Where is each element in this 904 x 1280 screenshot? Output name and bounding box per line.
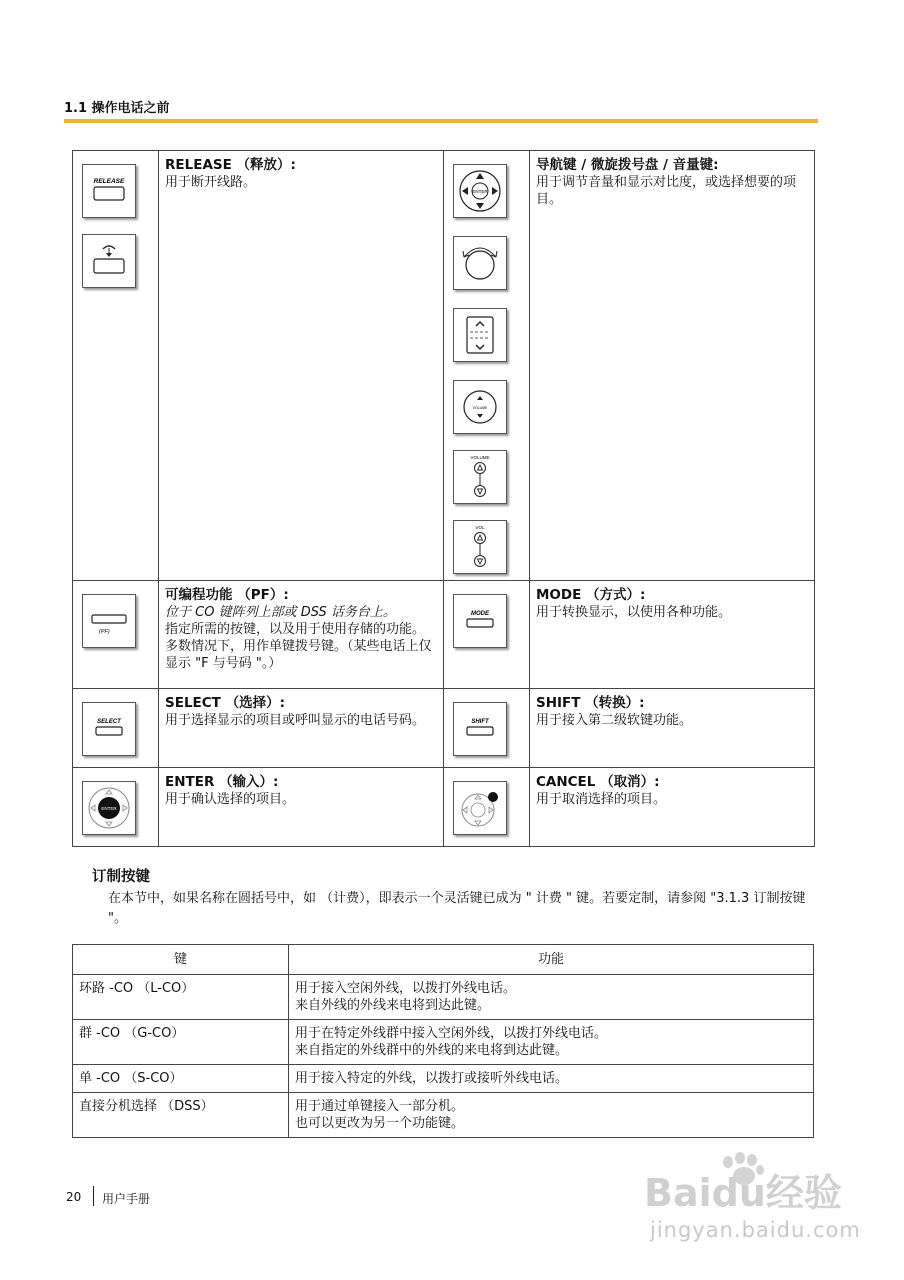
table-row <box>73 1093 814 1138</box>
select-text-cell <box>159 689 444 768</box>
cancel-text-cell <box>530 768 815 847</box>
table-header-row <box>73 945 814 975</box>
shift-text-cell <box>530 689 815 768</box>
svg-text:Baidu经验: Baidu经验 <box>644 1171 842 1215</box>
select-name: SELECT （选择）: <box>165 695 285 711</box>
pf-text-cell <box>159 581 444 689</box>
pf-note: 位于 CO 键阵列上部或 DSS 话务台上。 <box>165 605 396 620</box>
row-function: 用于接入空闲外线，以拨打外线电话。 来自外线的外线来电将到达此键。 <box>289 975 814 1020</box>
enter-key-icon <box>82 781 136 835</box>
table-row <box>73 1020 814 1065</box>
svg-text:SELECT: SELECT <box>97 719 121 725</box>
column-header-key: 键 <box>73 945 289 975</box>
row-function: 用于在特定外线群中接入空闲外线，以拨打外线电话。 来自指定的外线群中的外线的来电将到达此键。 <box>289 1020 814 1065</box>
navigator-key-icon <box>453 164 507 218</box>
key-description-table <box>72 150 815 847</box>
pf-key-icon <box>82 594 136 648</box>
up-down-key-icon <box>453 308 507 362</box>
baidu-watermark-logo <box>640 1150 855 1220</box>
enter-icon-cell <box>73 768 159 847</box>
nav-desc: 用于调节音量和显示对比度，或选择想要的项目。 <box>536 175 797 207</box>
release-desc: 用于断开线路。 <box>165 175 257 190</box>
column-header-function: 功能 <box>289 945 814 975</box>
svg-text:ENTER: ENTER <box>101 806 117 811</box>
custom-keys-intro: 在本节中，如果名称在圆括号中，如 （计费），即表示一个灵活键已成为 " 计费 " 键。若要定制，请参阅 "3.1.3 订制按键 "。 <box>108 891 806 926</box>
nav-text-cell <box>530 151 815 581</box>
release-name: RELEASE （释放）: <box>165 157 296 173</box>
shift-key-icon <box>453 702 507 756</box>
row-key: 群 -CO （G-CO） <box>73 1020 289 1065</box>
svg-text:ENTER: ENTER <box>472 189 488 194</box>
select-icon-cell <box>73 689 159 768</box>
svg-text:VOLUME: VOLUME <box>472 406 488 410</box>
select-desc: 用于选择显示的项目或呼叫显示的电话号码。 <box>165 713 426 728</box>
section-title: 1.1 操作电话之前 <box>64 101 170 116</box>
hook-key-icon <box>82 234 136 288</box>
volume-key-icon <box>453 450 507 504</box>
footer-title: 用户手册 <box>102 1192 151 1206</box>
cancel-key-icon <box>453 781 507 835</box>
select-key-icon <box>82 702 136 756</box>
svg-text:(PF): (PF) <box>99 629 110 635</box>
shift-name: SHIFT （转换）: <box>536 695 645 711</box>
watermark-url: jingyan.baidu.com <box>650 1218 861 1242</box>
vol-key-icon <box>453 520 507 574</box>
mode-desc: 用于转换显示，以使用各种功能。 <box>536 605 732 620</box>
row-function: 用于通过单键接入一部分机。 也可以更改为另一个功能键。 <box>289 1093 814 1138</box>
release-text-cell <box>159 151 444 581</box>
page-number: 20 <box>66 1190 82 1204</box>
header-rule <box>64 119 818 123</box>
svg-text:VOLUME: VOLUME <box>470 455 490 460</box>
footer-divider <box>93 1186 94 1206</box>
pf-icon-cell <box>73 581 159 689</box>
release-key-icon <box>82 164 136 218</box>
cancel-name: CANCEL （取消）: <box>536 774 660 790</box>
release-icon-cell <box>73 151 159 581</box>
row-key: 直接分机选择 （DSS） <box>73 1093 289 1138</box>
svg-text:SHIFT: SHIFT <box>471 719 489 725</box>
shift-icon-cell <box>444 689 530 768</box>
custom-keys-heading: 订制按键 <box>92 869 150 885</box>
pf-name: 可编程功能 （PF）: <box>165 587 289 603</box>
enter-desc: 用于确认选择的项目。 <box>165 792 296 807</box>
cancel-icon-cell <box>444 768 530 847</box>
mode-text-cell <box>530 581 815 689</box>
enter-name: ENTER （输入）: <box>165 774 279 790</box>
nav-icon-cell <box>444 151 530 581</box>
row-key: 单 -CO （S-CO） <box>73 1065 289 1093</box>
svg-text:RELEASE: RELEASE <box>93 178 125 185</box>
jog-dial-icon <box>453 236 507 290</box>
table-row <box>73 975 814 1020</box>
mode-icon-cell <box>444 581 530 689</box>
mode-key-icon <box>453 594 507 648</box>
mode-name: MODE （方式）: <box>536 587 646 603</box>
row-key: 环路 -CO （L-CO） <box>73 975 289 1020</box>
cancel-desc: 用于取消选择的项目。 <box>536 792 667 807</box>
pf-desc: 指定所需的按键，以及用于使用存储的功能。多数情况下，用作单键拨号键。（某些电话上仅显示 "F 与号码 "。） <box>165 622 432 671</box>
row-function: 用于接入特定的外线，以拨打或接听外线电话。 <box>289 1065 814 1093</box>
enter-text-cell <box>159 768 444 847</box>
volume-dial-icon <box>453 380 507 434</box>
svg-text:VOL: VOL <box>475 525 485 530</box>
table-row <box>73 1065 814 1093</box>
svg-text:MODE: MODE <box>471 611 489 617</box>
nav-name: 导航键 / 微旋拨号盘 / 音量键: <box>536 157 719 173</box>
shift-desc: 用于接入第二级软键功能。 <box>536 713 693 728</box>
custom-keys-table <box>72 944 814 1138</box>
